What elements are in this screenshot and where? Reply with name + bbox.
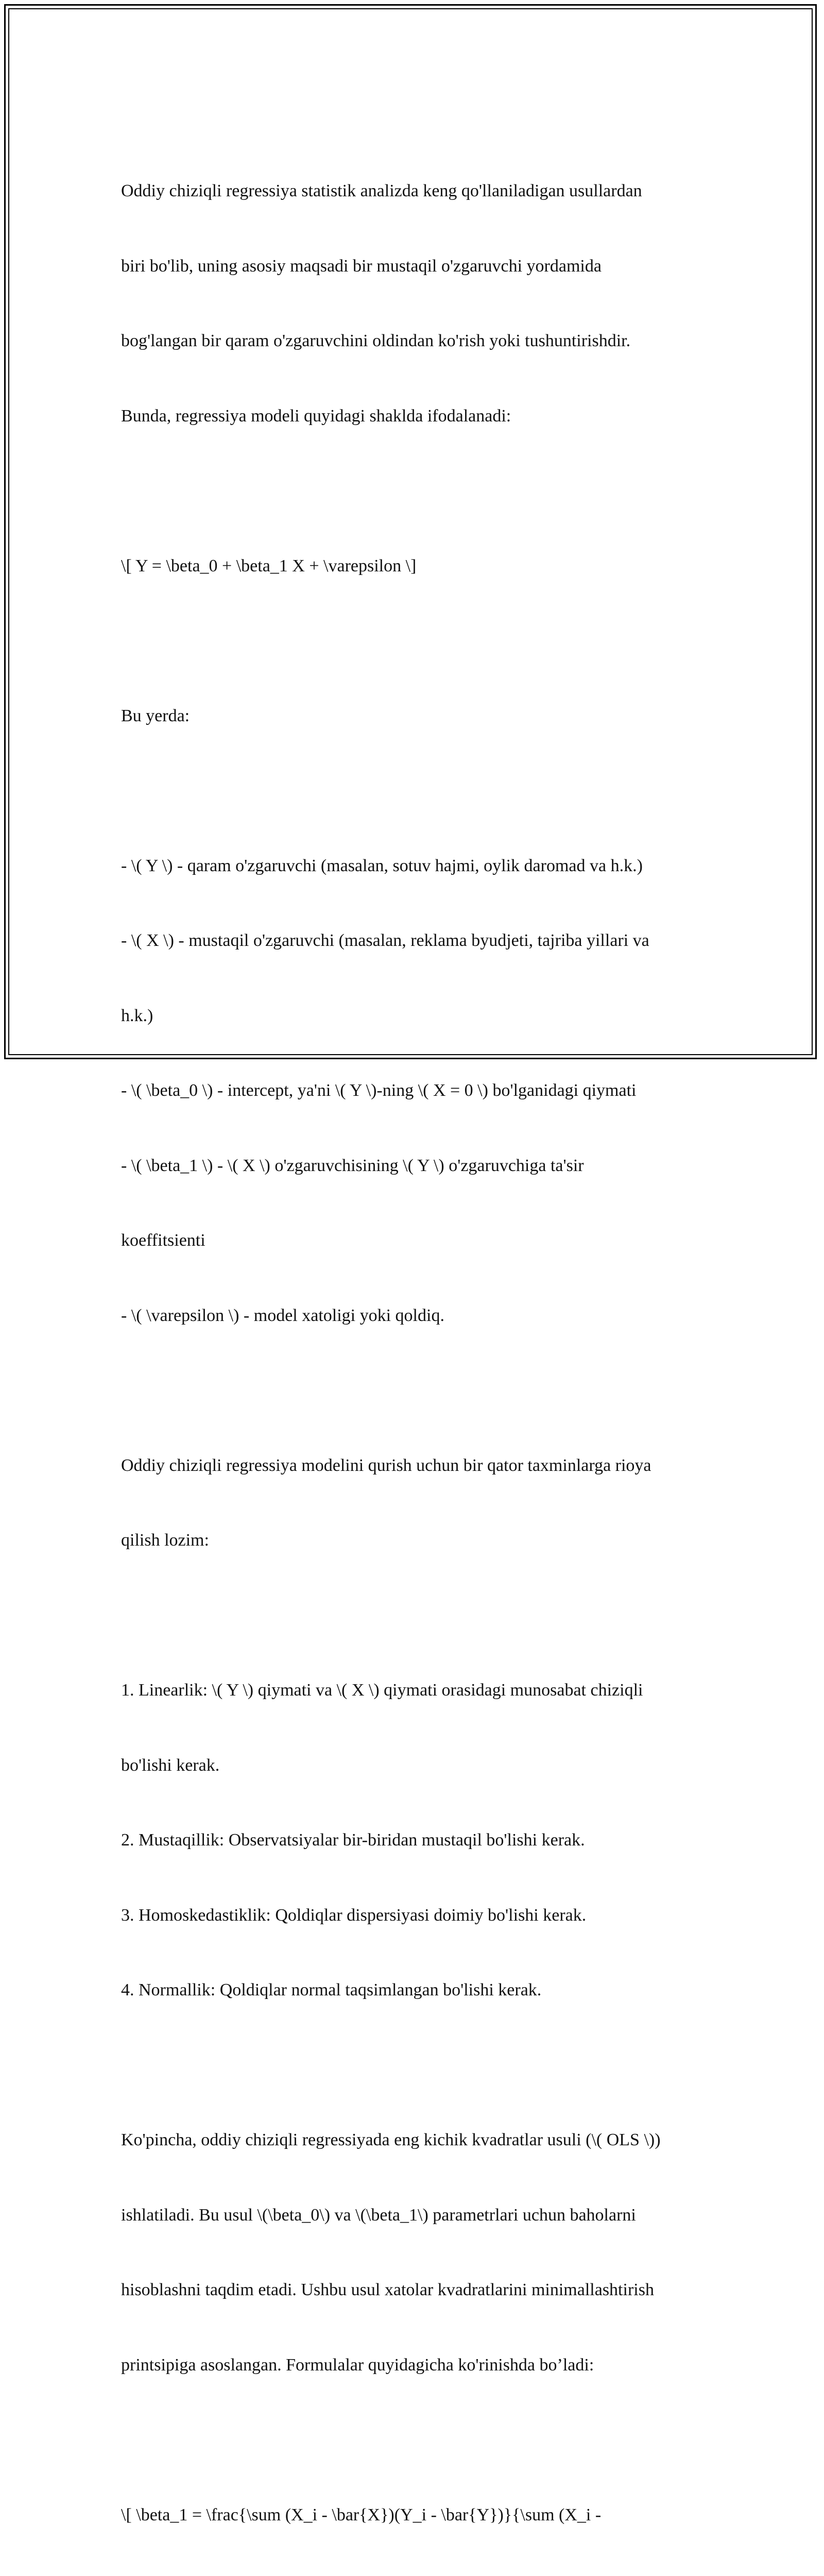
text-line: ishlatiladi. Bu usul \(\beta_0\) va \(\beta_1\) parametrlari uchun baholarni xyxy=(121,2203,713,2228)
list-item: h.k.) xyxy=(121,1004,713,1029)
beta1-formula xyxy=(121,2453,713,2576)
formula-line: \[ \beta_1 = \frac{\sum (X_i - \bar{X})(Y_i - \bar{Y})}{\sum (X_i - xyxy=(121,2503,713,2528)
list-item: 4. Normallik: Qoldiqlar normal taqsimlangan bo'lishi kerak. xyxy=(121,1978,713,2003)
list-item: - \( \beta_1 \) - \( X \) o'zgaruvchisining \( Y \) o'zgaruvchiga ta'sir xyxy=(121,1154,713,1179)
list-item: - \( Y \) - qaram o'zgaruvchi (masalan, sotuv hajmi, oylik daromad va h.k.) xyxy=(121,854,713,879)
variable-definitions xyxy=(121,804,713,1379)
text-line: biri bo'lib, uning asosiy maqsadi bir mustaqil o'zgaruvchi yordamida xyxy=(121,254,713,279)
text-line: Bu yerda: xyxy=(121,704,713,729)
text-line: qilish lozim: xyxy=(121,1528,713,1553)
list-item: 2. Mustaqillik: Observatsiyalar bir-biridan mustaqil bo'lishi kerak. xyxy=(121,1828,713,1853)
list-item: bo'lishi kerak. xyxy=(121,1753,713,1778)
assumptions-intro xyxy=(121,1403,713,1603)
list-item: 3. Homoskedastiklik: Qoldiqlar dispersiyasi doimiy bo'lishi kerak. xyxy=(121,1903,713,1928)
text-line: Oddiy chiziqli regressiya statistik analizda keng qo'llaniladigan usullardan xyxy=(121,179,713,204)
text-line: Ko'pincha, oddiy chiziqli regressiyada eng kichik kvadratlar usuli (\( OLS \)) xyxy=(121,2128,713,2153)
assumptions-list xyxy=(121,1628,713,2053)
list-item: 1. Linearlik: \( Y \) qiymati va \( X \) qiymati orasidagi munosabat chiziqli xyxy=(121,1678,713,1703)
formula-line: \[ Y = \beta_0 + \beta_1 X + \varepsilon \] xyxy=(121,554,713,579)
text-line: Oddiy chiziqli regressiya modelini qurish uchun bir qator taxminlarga rioya xyxy=(121,1453,713,1479)
text-line: hisoblashni taqdim etadi. Ushbu usul xatolar kvadratlarini minimallashtirish xyxy=(121,2278,713,2303)
list-item: koeffitsienti xyxy=(121,1228,713,1253)
text-line: printsipiga asoslangan. Formulalar quyidagicha ko'rinishda bo’ladi: xyxy=(121,2353,713,2378)
text-line: bog'langan bir qaram o'zgaruvchini oldindan ko'rish yoki tushuntirishdir. xyxy=(121,329,713,354)
text-line: Bunda, regressiya modeli quyidagi shaklda ifodalanadi: xyxy=(121,404,713,429)
where-label xyxy=(121,654,713,779)
intro-paragraph xyxy=(121,129,713,479)
ols-paragraph xyxy=(121,2078,713,2428)
list-item: - \( \varepsilon \) - model xatoligi yoki qoldiq. xyxy=(121,1303,713,1329)
list-item: - \( \beta_0 \) - intercept, ya'ni \( Y \)-ning \( X = 0 \) bo'lganidagi qiymati xyxy=(121,1078,713,1104)
document-body xyxy=(121,129,713,2576)
list-item: - \( X \) - mustaqil o'zgaruvchi (masalan, reklama byudjeti, tajriba yillari va xyxy=(121,928,713,954)
model-formula xyxy=(121,504,713,629)
